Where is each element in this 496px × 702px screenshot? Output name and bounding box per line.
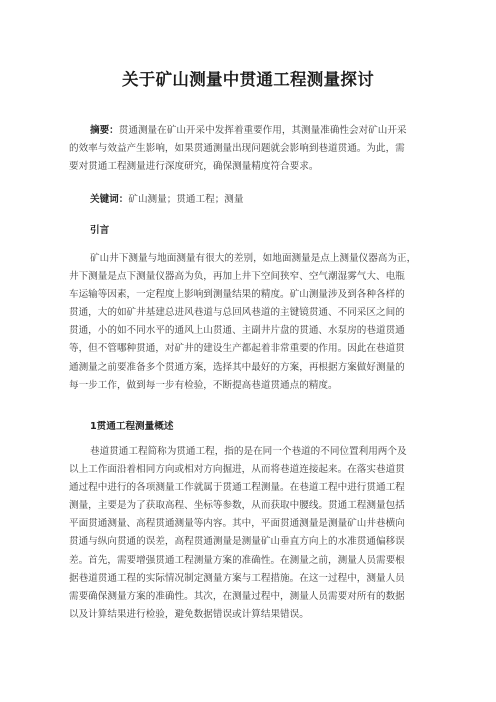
keywords-line — [69, 191, 434, 209]
section1-line: 据巷道贯通工程的实际情况制定测量方案与工程措施。在这一过程中，测量人员 — [69, 572, 405, 584]
intro-line: 车运输等因素，一定程度上影响到测量结果的精度。矿山测量涉及到各种各样的 — [69, 289, 405, 301]
section1-line: 测量，主要是为了获取高程、坐标等参数，从而获取中腰线。贯通工程测量包括 — [69, 500, 405, 512]
abstract-paragraph — [69, 122, 434, 176]
intro-line: 通测量之前要准备多个贯通方案，选择其中最好的方案，再根据方案做好测量的 — [69, 361, 405, 373]
keywords-paragraph — [69, 191, 434, 209]
section1-paragraph — [69, 443, 434, 624]
section1-line: 以上工作面沿着相同方向或相对方向掘进，从而将巷道连接起来。在落实巷道贯 — [69, 464, 405, 476]
abstract-label: 摘要： — [90, 125, 119, 136]
intro-line: 贯通，小的如不同水平的通风上山贯通、主副井片盘的贯通、水泵房的巷道贯通 — [69, 325, 405, 337]
intro-heading: 引言 — [90, 225, 110, 236]
keywords-label: 关键词： — [90, 194, 129, 205]
intro-line: 井下测量是点下测量仪器高为负，再加上井下空间狭窄、空气潮湿雾气大、电瓶 — [69, 271, 405, 283]
section1-line: 通过程中进行的各项测量工作就属于贯通工程测量。在巷道工程中进行贯通工程 — [69, 482, 405, 494]
intro-line: 贯通，大的如矿井基建总进风巷道与总回风巷道的主键镜贯通、不同采区之间的 — [69, 307, 405, 319]
section1-line: 需要确保测量方案的准确性。其次，在测量过程中，测量人员需要对所有的数据 — [69, 590, 405, 602]
section1-line: 平面贯通测量、高程贯通测量等内容。其中，平面贯通测量是测量矿山井巷横向 — [69, 518, 405, 530]
section1-line: 巷道贯通工程简称为贯通工程，指的是在同一个巷道的不同位置利用两个及 — [90, 446, 407, 457]
document-title: 关于矿山测量中贯通工程测量探讨 — [122, 70, 374, 89]
section1-line: 差。首先，需要增强贯通工程测量方案的准确性。在测量之前，测量人员需要根 — [69, 554, 405, 566]
section1-line: 以及计算结果进行检验，避免数据错误或计算结果错误。 — [69, 608, 309, 620]
intro-line: 矿山井下测量与地面测量有很大的差别，如地面测量是点上测量仪器高为正， — [90, 253, 417, 264]
intro-line: 等，但不管哪种贯通，对矿井的建设生产都起着非常重要的作用。因此在巷道贯 — [69, 343, 405, 355]
intro-line: 每一步工作，做到每一步有检验，不断提高巷道贯通点的精度。 — [69, 379, 338, 391]
section1-heading: 1贯通工程测量概述 — [90, 421, 174, 432]
section1-line: 贯通与纵向贯通的误差，高程贯通测量是测量矿山垂直方向上的水准贯通偏移误 — [69, 536, 405, 548]
abstract-line-3: 要对贯通工程测量进行深度研究，确保测量精度符合要求。 — [69, 161, 319, 173]
abstract-line-1: 摘要：贯通测量在矿山开采中发挥着重要作用，其测量准确性会对矿山开采 — [90, 125, 407, 136]
keywords-text: 矿山测量；贯通工程；测量 — [128, 194, 244, 205]
intro-paragraph — [69, 250, 434, 395]
abstract-line-2: 的效率与效益产生影响，如果贯通测量出现问题就会影响到巷道贯通。为此，需 — [69, 143, 405, 155]
